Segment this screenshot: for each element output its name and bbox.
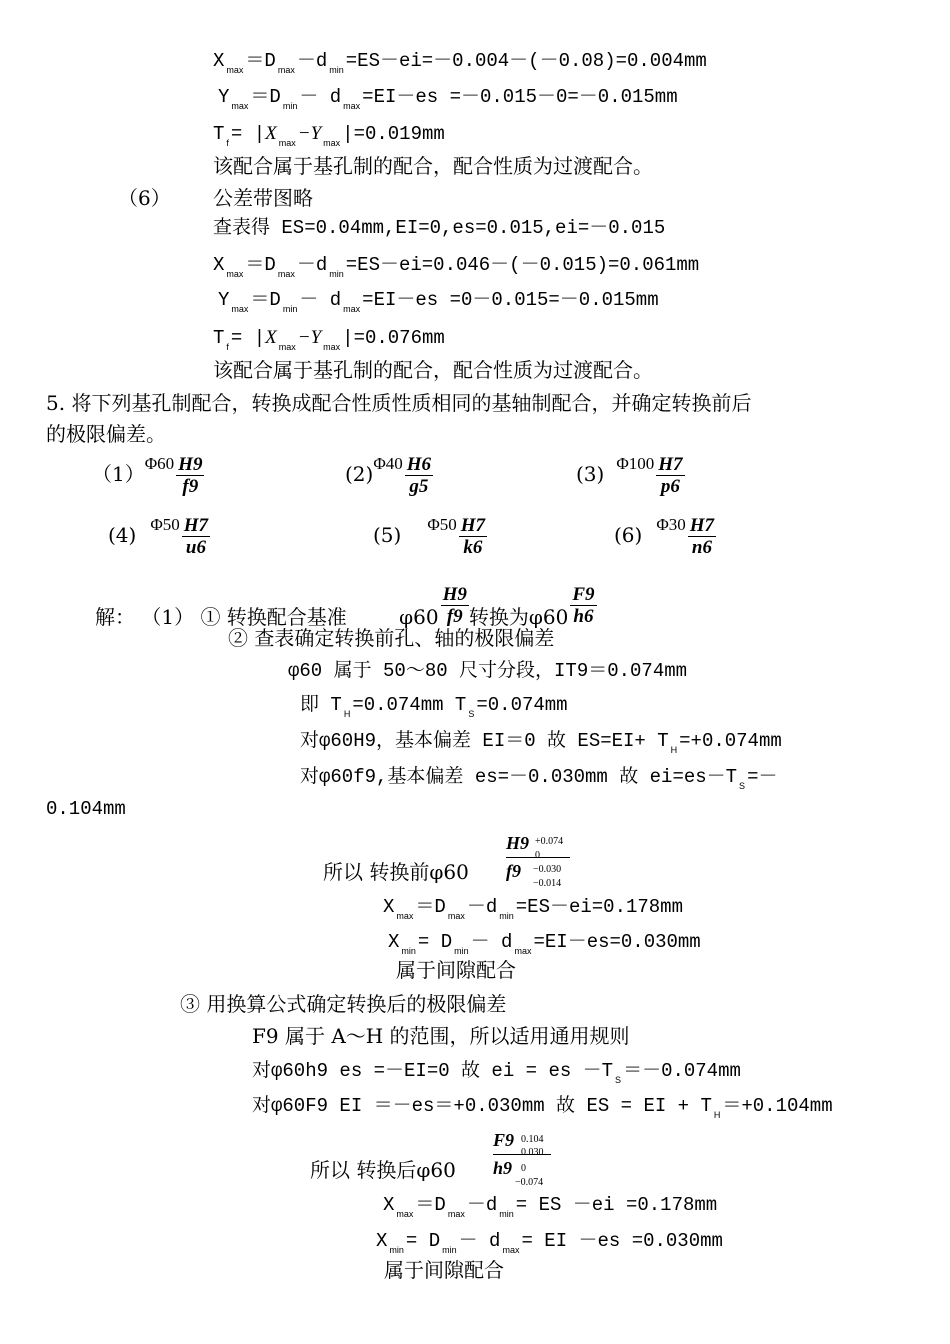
line-conclusion-2: 该配合属于基孔制的配合，配合性质为过渡配合。 — [213, 358, 653, 382]
line-xmin-4: X $_{min}$ = D $_{min}$ － d $_{max}$ = EI －es =0.030mm — [376, 1230, 723, 1255]
before-label: 所以 转换前φ60 — [323, 860, 469, 884]
line-xmax-2: X $_{max}$ ＝D $_{max}$ －d $_{min}$ =ES－ei=0.046－(－0.015)=0.061mm — [213, 254, 700, 279]
line-conclusion-1: 该配合属于基孔制的配合，配合性质为过渡配合。 — [213, 154, 653, 178]
after-label: 所以 转换后φ60 — [310, 1158, 456, 1182]
clearance-fit-2: 属于间隙配合 — [384, 1258, 504, 1282]
before-hole-upper: +0.074 — [535, 836, 564, 847]
before-fraction-bar — [506, 857, 570, 858]
solution-step-1: 解： （1） ① 转换配合基准 φ60 $\frac{H9}{f9}$ 转换为φ60 $\frac{F9}{h6}$ — [95, 584, 595, 629]
item-6-number: （6） — [118, 186, 171, 210]
line-ymax-2: Y $_{max}$ ＝D $_{min}$ － d $_{max}$ =EI－es =0－0.015=－0.015mm — [218, 289, 659, 314]
after-hole: F9 — [493, 1130, 515, 1150]
after-shaft: h9 — [493, 1158, 513, 1178]
line-tf-1: T $_f$ = |X $_{max}$ −Y $_{max}$ |=0.019mm — [213, 123, 445, 148]
item-6-text: 公差带图略 — [213, 186, 313, 210]
line-xmax-4: X $_{max}$ ＝D $_{max}$ －d $_{min}$ = ES －ei =0.178mm — [383, 1194, 718, 1219]
fit-3: (3) $^{\Phi 100}$ $\frac{H7}{p6}$ — [576, 454, 683, 497]
question-5-cont: 的极限偏差。 — [46, 422, 166, 446]
line-F9: 对φ60F9 EI ＝－es＝+0.030mm 故 ES = EI + T $_H$ ＝+0.104mm — [252, 1095, 833, 1120]
fit-2: $(2)^{\Phi 40}$ $\frac{H6}{g5}$ — [345, 454, 432, 497]
line-xmin-3: X $_{min}$ = D $_{min}$ － d $_{max}$ =EI－es=0.030mm — [388, 931, 701, 956]
before-shaft-lower: −0.014 — [533, 878, 562, 889]
line-shaft-deviation-cont: 0.104mm — [46, 798, 126, 820]
line-xmax-1: X $_{max}$ ＝D $_{max}$ －d $_{min}$ =ES－ei=－0.004－(－0.08)=0.004mm — [213, 50, 707, 75]
after-hole-lower: 0.030 — [521, 1147, 544, 1158]
line-xmax-3: X $_{max}$ ＝D $_{max}$ －d $_{min}$ =ES－ei=0.178mm — [383, 896, 683, 921]
line-it9: φ60 属于 50～80 尺寸分段，IT9＝0.074mm — [288, 660, 688, 682]
clearance-fit-1: 属于间隙配合 — [396, 958, 516, 982]
solution-step-3: ③ 用换算公式确定转换后的极限偏差 — [180, 992, 507, 1016]
line-tf-2: T $_f$ = |X $_{max}$ −Y $_{max}$ |=0.076mm — [213, 327, 445, 352]
before-shaft-upper: −0.030 — [533, 864, 562, 875]
line-lookup: 查表得 ES=0.04mm,EI=0,es=0.015,ei=－0.015 — [213, 217, 666, 239]
line-rule: F9 属于 A～H 的范围，所以适用通用规则 — [252, 1024, 630, 1048]
line-ymax-1: Y $_{max}$ ＝D $_{min}$ － d $_{max}$ =EI－es =－0.015－0=－0.015mm — [218, 86, 678, 111]
after-shaft-upper: 0 — [521, 1163, 526, 1174]
after-hole-upper: 0.104 — [521, 1134, 544, 1145]
fit-4: (4) $^{\Phi 50}$ $\frac{H7}{u6}$ — [108, 515, 209, 558]
line-th-ts: 即 T $_H$ =0.074mm T $_S$ =0.074mm — [300, 694, 568, 719]
line-h9: 对φ60h9 es =－EI=0 故 ei = es －T $_S$ ＝－0.074mm — [252, 1060, 741, 1085]
fit-1: $(1)^{\Phi 60}$ $\frac{H9}{f9}$ — [92, 454, 203, 497]
before-hole: H9 — [506, 833, 530, 853]
line-shaft-deviation: 对φ60f9,基本偏差 es=－0.030mm 故 ei=es－T $_S$ =－ — [300, 766, 778, 791]
line-hole-deviation: 对φ60H9，基本偏差 EI＝0 故 ES=EI+ T $_H$ =+0.074mm — [300, 730, 782, 755]
solution-step-2: ② 查表确定转换前孔、轴的极限偏差 — [228, 626, 555, 650]
question-5: 5. 将下列基孔制配合，转换成配合性质性质相同的基轴制配合，并确定转换前后 — [46, 391, 752, 415]
after-fraction-bar — [493, 1154, 551, 1155]
fit-6: (6) $^{\Phi 30}$ $\frac{H7}{n6}$ — [614, 515, 715, 558]
before-shaft: f9 — [506, 861, 521, 881]
before-hole-lower: 0 — [535, 850, 540, 861]
after-shaft-lower: −0.074 — [515, 1177, 544, 1188]
fit-5: (5) $^{\Phi 50}$ $\frac{H7}{k6}$ — [373, 515, 486, 558]
